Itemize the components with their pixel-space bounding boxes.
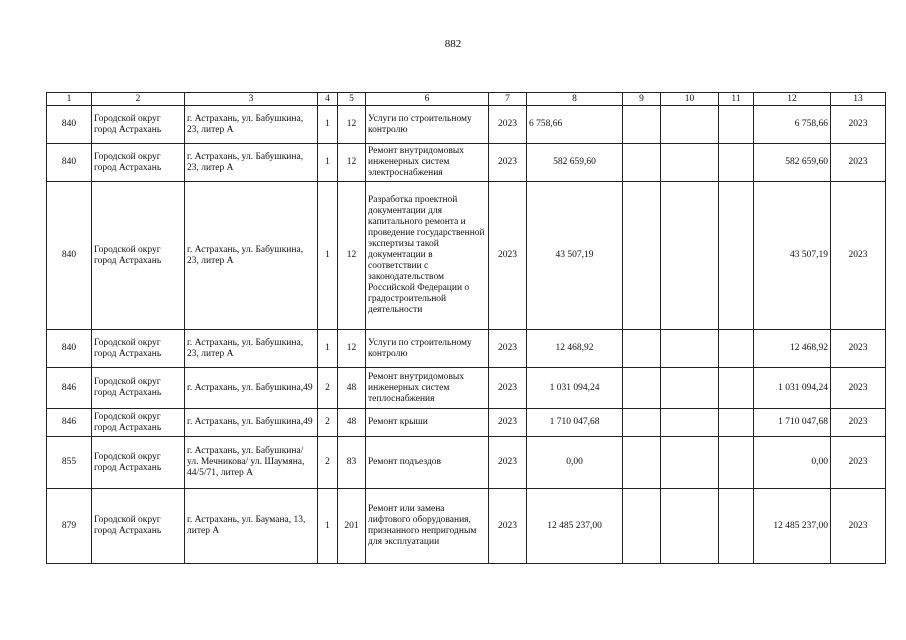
column-header: 5: [338, 93, 366, 106]
table-row: [47, 409, 886, 437]
col-5: 83: [338, 437, 366, 489]
end-year: 2023: [831, 144, 886, 182]
address: г. Астрахань, ул. Бабушкина,49: [185, 409, 318, 437]
column-header: 10: [661, 93, 719, 106]
table-row: [47, 330, 886, 368]
municipality: Городской округ город Астрахань: [92, 106, 185, 144]
amount: 0,00: [527, 437, 623, 489]
col-9: [623, 437, 661, 489]
col-9: [623, 144, 661, 182]
municipality: Городской округ город Астрахань: [92, 144, 185, 182]
work-type: Разработка проектной документации для капитального ремонта и проведение государственной экспертизы такой документации в соответствии с законодательством Российской Федерации о градостроительной деятельности: [366, 182, 489, 330]
col-10: [661, 368, 719, 409]
year: 2023: [489, 437, 527, 489]
col-4: 2: [318, 368, 338, 409]
column-header: 13: [831, 93, 886, 106]
col-11: [719, 330, 754, 368]
year: 2023: [489, 489, 527, 564]
total: 12 485 237,00: [754, 489, 831, 564]
municipality: Городской округ город Астрахань: [92, 409, 185, 437]
col-11: [719, 489, 754, 564]
col-11: [719, 144, 754, 182]
register-table: [46, 92, 886, 564]
col-9: [623, 106, 661, 144]
end-year: 2023: [831, 437, 886, 489]
year: 2023: [489, 144, 527, 182]
column-header: 6: [366, 93, 489, 106]
municipality: Городской округ город Астрахань: [92, 489, 185, 564]
end-year: 2023: [831, 182, 886, 330]
amount: 43 507,19: [527, 182, 623, 330]
amount: 582 659,60: [527, 144, 623, 182]
work-type: Ремонт крыши: [366, 409, 489, 437]
work-type: Услуги по строительному контролю: [366, 106, 489, 144]
address: г. Астрахань, ул. Бабушкина/ ул. Мечникова/ ул. Шаумяна, 44/5/71, литер А: [185, 437, 318, 489]
amount: 6 758,66: [527, 106, 623, 144]
address: г. Астрахань, ул. Баумана, 13, литер А: [185, 489, 318, 564]
column-header: 7: [489, 93, 527, 106]
address: г. Астрахань, ул. Бабушкина,49: [185, 368, 318, 409]
table-row: [47, 489, 886, 564]
col-10: [661, 330, 719, 368]
column-header: 1: [47, 93, 92, 106]
work-type: Ремонт подъездов: [366, 437, 489, 489]
col-4: 1: [318, 144, 338, 182]
row-number: 840: [47, 144, 92, 182]
column-header: 2: [92, 93, 185, 106]
work-type: Услуги по строительному контролю: [366, 330, 489, 368]
column-header: 9: [623, 93, 661, 106]
municipality: Городской округ город Астрахань: [92, 182, 185, 330]
year: 2023: [489, 182, 527, 330]
col-10: [661, 144, 719, 182]
col-10: [661, 437, 719, 489]
col-4: 1: [318, 106, 338, 144]
amount: 12 485 237,00: [527, 489, 623, 564]
row-number: 855: [47, 437, 92, 489]
end-year: 2023: [831, 106, 886, 144]
total: 1 710 047,68: [754, 409, 831, 437]
column-header: 11: [719, 93, 754, 106]
col-5: 12: [338, 182, 366, 330]
address: г. Астрахань, ул. Бабушкина, 23, литер А: [185, 144, 318, 182]
row-number: 840: [47, 182, 92, 330]
amount: 1 031 094,24: [527, 368, 623, 409]
municipality: Городской округ город Астрахань: [92, 330, 185, 368]
year: 2023: [489, 330, 527, 368]
col-4: 1: [318, 330, 338, 368]
col-4: 1: [318, 182, 338, 330]
col-11: [719, 368, 754, 409]
work-type: Ремонт или замена лифтового оборудования, признанного непригодным для эксплуатации: [366, 489, 489, 564]
column-header: 12: [754, 93, 831, 106]
col-9: [623, 368, 661, 409]
col-9: [623, 489, 661, 564]
municipality: Городской округ город Астрахань: [92, 368, 185, 409]
total: 12 468,92: [754, 330, 831, 368]
col-9: [623, 409, 661, 437]
row-number: 879: [47, 489, 92, 564]
total: 1 031 094,24: [754, 368, 831, 409]
address: г. Астрахань, ул. Бабушкина, 23, литер А: [185, 182, 318, 330]
amount: 12 468,92: [527, 330, 623, 368]
work-type: Ремонт внутридомовых инженерных систем теплоснабжения: [366, 368, 489, 409]
col-5: 12: [338, 330, 366, 368]
amount: 1 710 047,68: [527, 409, 623, 437]
total: 582 659,60: [754, 144, 831, 182]
table-row: [47, 144, 886, 182]
row-number: 846: [47, 409, 92, 437]
municipality: Городской округ город Астрахань: [92, 437, 185, 489]
end-year: 2023: [831, 489, 886, 564]
col-11: [719, 437, 754, 489]
year: 2023: [489, 409, 527, 437]
column-header: 4: [318, 93, 338, 106]
row-number: 846: [47, 368, 92, 409]
col-5: 48: [338, 409, 366, 437]
end-year: 2023: [831, 330, 886, 368]
col-4: 2: [318, 437, 338, 489]
year: 2023: [489, 106, 527, 144]
col-10: [661, 106, 719, 144]
page-number: 882: [444, 38, 462, 50]
col-9: [623, 330, 661, 368]
address: г. Астрахань, ул. Бабушкина, 23, литер А: [185, 106, 318, 144]
end-year: 2023: [831, 409, 886, 437]
col-5: 12: [338, 106, 366, 144]
col-10: [661, 489, 719, 564]
total: 0,00: [754, 437, 831, 489]
col-10: [661, 409, 719, 437]
table-row: [47, 368, 886, 409]
table-row: [47, 437, 886, 489]
work-type: Ремонт внутридомовых инженерных систем электроснабжения: [366, 144, 489, 182]
col-4: 1: [318, 489, 338, 564]
col-5: 48: [338, 368, 366, 409]
column-header: 8: [527, 93, 623, 106]
header-row: [47, 93, 886, 106]
year: 2023: [489, 368, 527, 409]
col-9: [623, 182, 661, 330]
col-4: 2: [318, 409, 338, 437]
table-row: [47, 106, 886, 144]
row-number: 840: [47, 330, 92, 368]
col-5: 12: [338, 144, 366, 182]
col-5: 201: [338, 489, 366, 564]
total: 43 507,19: [754, 182, 831, 330]
col-11: [719, 106, 754, 144]
end-year: 2023: [831, 368, 886, 409]
total: 6 758,66: [754, 106, 831, 144]
row-number: 840: [47, 106, 92, 144]
table-row: [47, 182, 886, 330]
column-header: 3: [185, 93, 318, 106]
col-11: [719, 182, 754, 330]
col-10: [661, 182, 719, 330]
address: г. Астрахань, ул. Бабушкина, 23, литер А: [185, 330, 318, 368]
col-11: [719, 409, 754, 437]
